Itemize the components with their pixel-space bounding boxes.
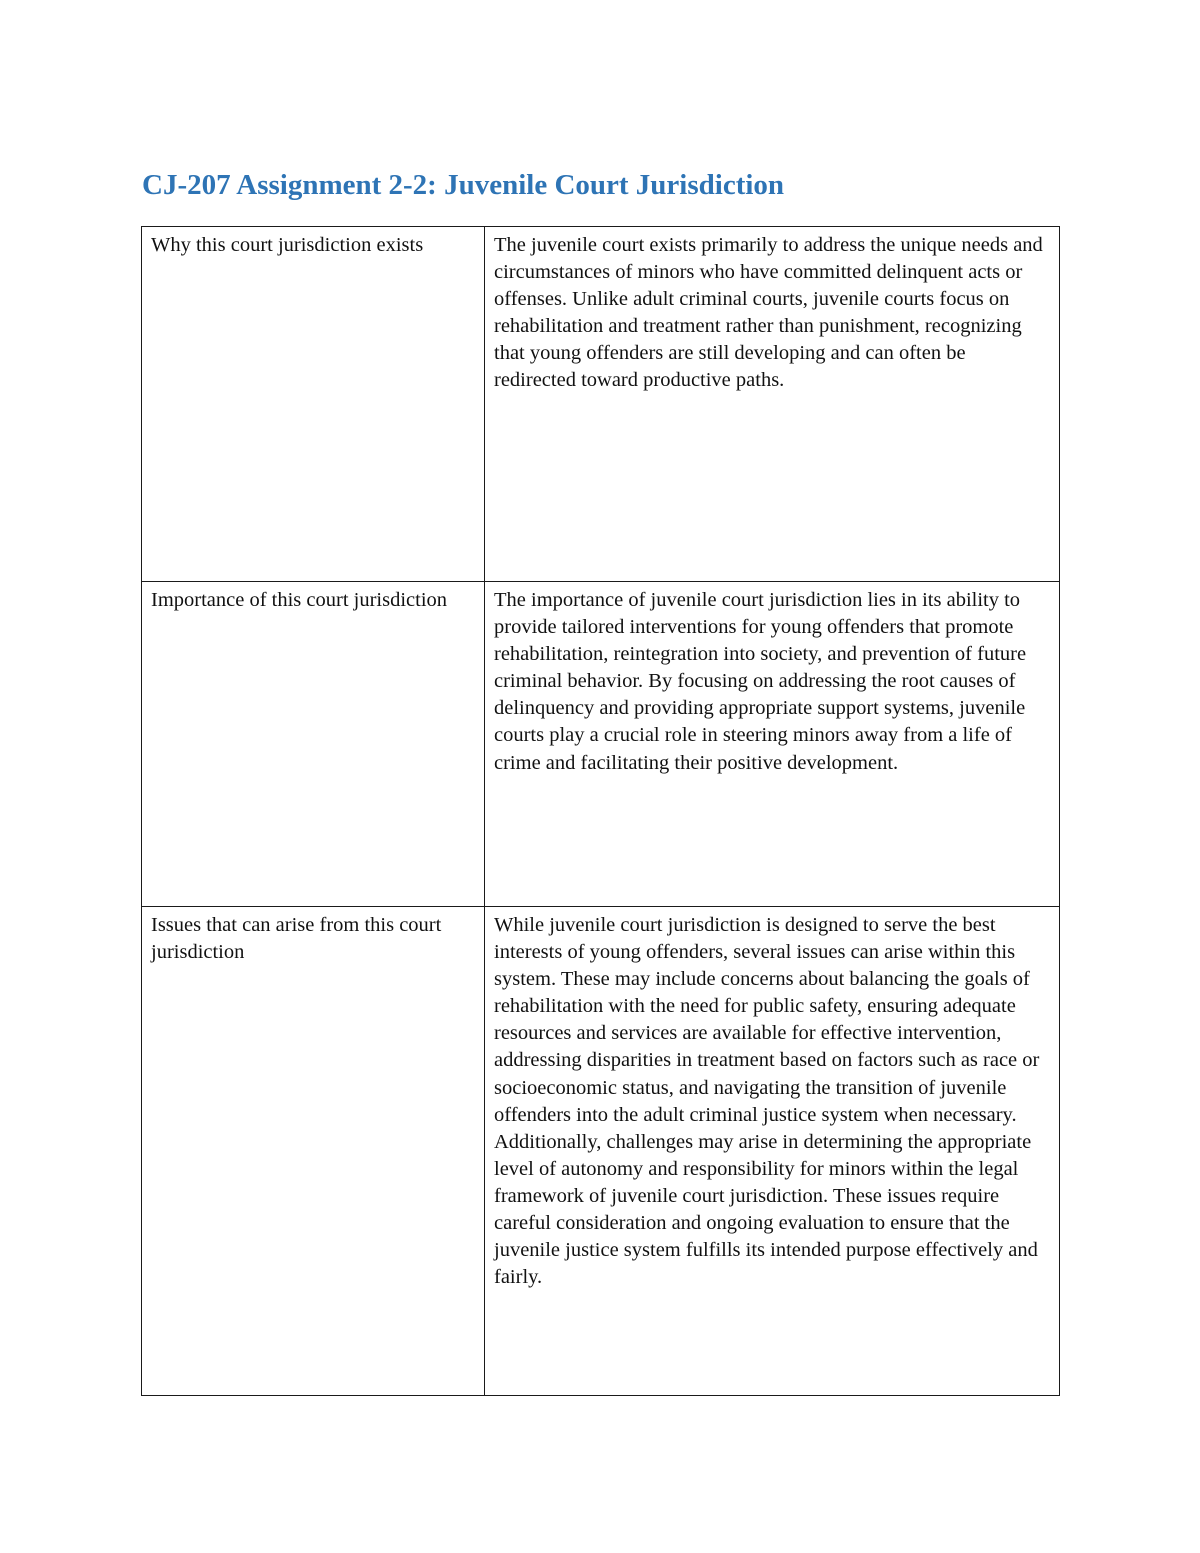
- row-content: The juvenile court exists primarily to address the unique needs and circumstances of minors who have committed delinquent acts or offenses. Unlike adult criminal courts, juvenile courts focus on rehabilitation and treatment rather than punishment, recognizing that young offenders are still developing and can often be redirected toward productive paths.: [494, 234, 1043, 392]
- row-label: Issues that can arise from this court jurisdiction: [151, 914, 442, 964]
- page-title: CJ-207 Assignment 2-2: Juvenile Court Jurisdiction: [142, 169, 785, 201]
- row-content: While juvenile court jurisdiction is designed to serve the best interests of young offenders, several issues can arise within this system. These may include concerns about balancing the goals of rehabilitation with the need for public safety, ensuring adequate resources and services are available for effective intervention, addressing disparities in treatment based on factors such as race or socioeconomic status, and navigating the transition of juvenile offenders into the adult criminal justice system when necessary. Additionally, challenges may arise in determining the appropriate level of autonomy and responsibility for minors within the legal framework of juvenile court jurisdiction. These issues require careful consideration and ongoing evaluation to ensure that the juvenile justice system fulfills its intended purpose effectively and fairly.: [494, 914, 1040, 1289]
- row-label: Importance of this court jurisdiction: [151, 589, 448, 611]
- row-label-cell: [142, 227, 485, 582]
- row-content: The importance of juvenile court jurisdiction lies in its ability to provide tailored interventions for young offenders that promote rehabilitation, reintegration into society, and prevention of future criminal behavior. By focusing on addressing the root causes of delinquency and providing appropriate support systems, juvenile courts play a crucial role in steering minors away from a life of crime and facilitating their positive development.: [494, 589, 1027, 774]
- jurisdiction-table: [141, 226, 1060, 1396]
- row-content-cell: [485, 907, 1060, 1396]
- row-label-cell: [142, 582, 485, 907]
- row-content-cell: [485, 227, 1060, 582]
- table-row: [142, 907, 1060, 1396]
- row-content-cell: [485, 582, 1060, 907]
- row-label-cell: [142, 907, 485, 1396]
- row-label: Why this court jurisdiction exists: [151, 234, 424, 256]
- table-row: [142, 227, 1060, 582]
- table-row: [142, 582, 1060, 907]
